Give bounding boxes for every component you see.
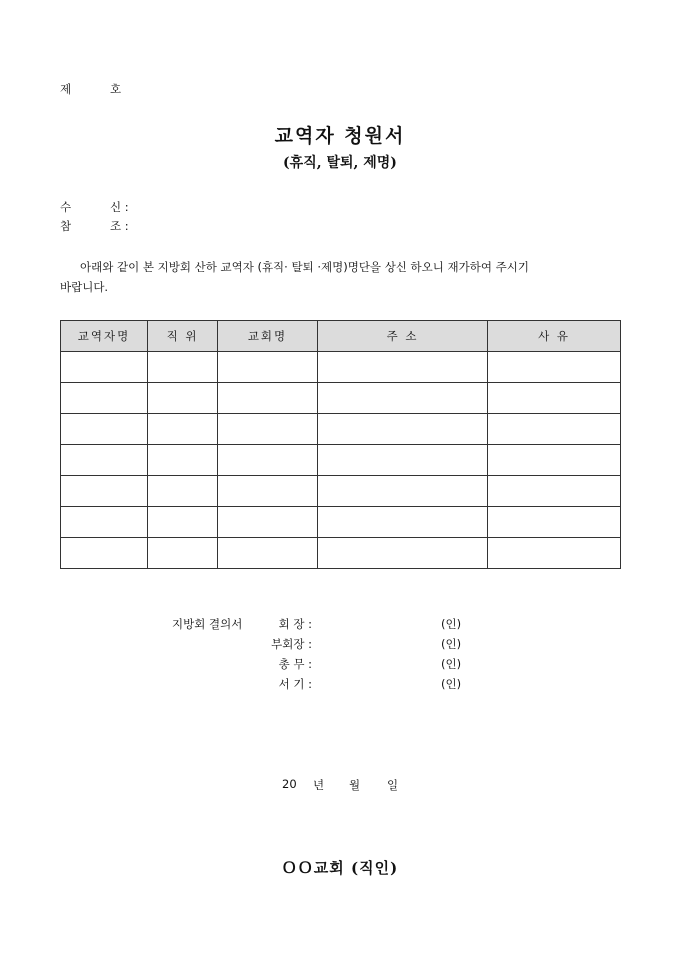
header-address: 주 소 [318, 321, 488, 352]
seal-secretary: (인) [441, 677, 462, 691]
signature-label-secretary: 서 기 : [278, 677, 312, 691]
header-position: 직 위 [148, 321, 218, 352]
header-clergy-name: 교역자명 [61, 321, 148, 352]
table-cell [61, 352, 148, 383]
table-row [61, 383, 621, 414]
table-row [61, 476, 621, 507]
table-cell [218, 538, 318, 569]
table-cell [61, 445, 148, 476]
table-cell [318, 383, 488, 414]
clergy-table [60, 320, 621, 569]
table-cell [488, 538, 621, 569]
seal-general-affairs: (인) [441, 657, 462, 671]
table-cell [318, 352, 488, 383]
table-cell [318, 507, 488, 538]
date-year: 20 [282, 777, 297, 791]
date-month-label: 월 [349, 778, 361, 792]
table-cell [61, 383, 148, 414]
seal-president: (인) [441, 617, 462, 631]
table-cell [148, 414, 218, 445]
table-cell [318, 414, 488, 445]
table-cell [318, 538, 488, 569]
signature-label-vice-president: 부회장 : [271, 637, 312, 651]
table-cell [61, 538, 148, 569]
page-subtitle: (휴직, 탈퇴, 제명) [283, 155, 397, 171]
table-cell [148, 445, 218, 476]
table-row [61, 414, 621, 445]
header-church-name: 교회명 [218, 321, 318, 352]
table-cell [148, 476, 218, 507]
table-cell [61, 476, 148, 507]
doc-number-suffix: 호 [110, 82, 122, 96]
table-cell [488, 383, 621, 414]
reference-label: 참 [60, 219, 72, 233]
table-row [61, 507, 621, 538]
table-row [61, 538, 621, 569]
header-reason: 사 유 [488, 321, 621, 352]
table-cell [148, 507, 218, 538]
signature-label-general-affairs: 총 무 : [278, 657, 312, 671]
table-cell [218, 352, 318, 383]
table-cell [148, 352, 218, 383]
table-cell [488, 352, 621, 383]
seal-vice-president: (인) [441, 637, 462, 651]
body-text-line-1: 아래와 같이 본 지방회 산하 교역자 (휴직· 탈퇴 ·제명)명단을 상신 하오니 재가하여 주시기 [80, 260, 529, 274]
table-cell [61, 414, 148, 445]
table-cell [488, 414, 621, 445]
table-cell [148, 383, 218, 414]
resolution-prefix: 지방회 결의서 [172, 617, 243, 631]
recipient-label: 수 [60, 200, 72, 214]
recipient-colon: 신 : [110, 200, 129, 214]
reference-colon: 조 : [110, 219, 129, 233]
table-header-row [61, 321, 621, 352]
table-cell [488, 476, 621, 507]
doc-number-label: 제 [60, 82, 72, 96]
table-cell [488, 507, 621, 538]
table-cell [148, 538, 218, 569]
table-cell [218, 476, 318, 507]
table-cell [61, 507, 148, 538]
table-row [61, 445, 621, 476]
table-cell [488, 445, 621, 476]
signature-label-president: 회 장 : [278, 617, 312, 631]
table-cell [218, 445, 318, 476]
body-text-line-2: 바랍니다. [60, 280, 109, 294]
date-day-label: 일 [387, 778, 399, 792]
table-cell [318, 476, 488, 507]
table-cell [218, 383, 318, 414]
table-row [61, 352, 621, 383]
table-cell [218, 414, 318, 445]
page-title: 교역자 청원서 [274, 125, 406, 147]
table-cell [318, 445, 488, 476]
table-cell [218, 507, 318, 538]
church-seal-line: ＯＯ교회 (직인) [281, 859, 399, 877]
date-year-label: 년 [313, 778, 325, 792]
